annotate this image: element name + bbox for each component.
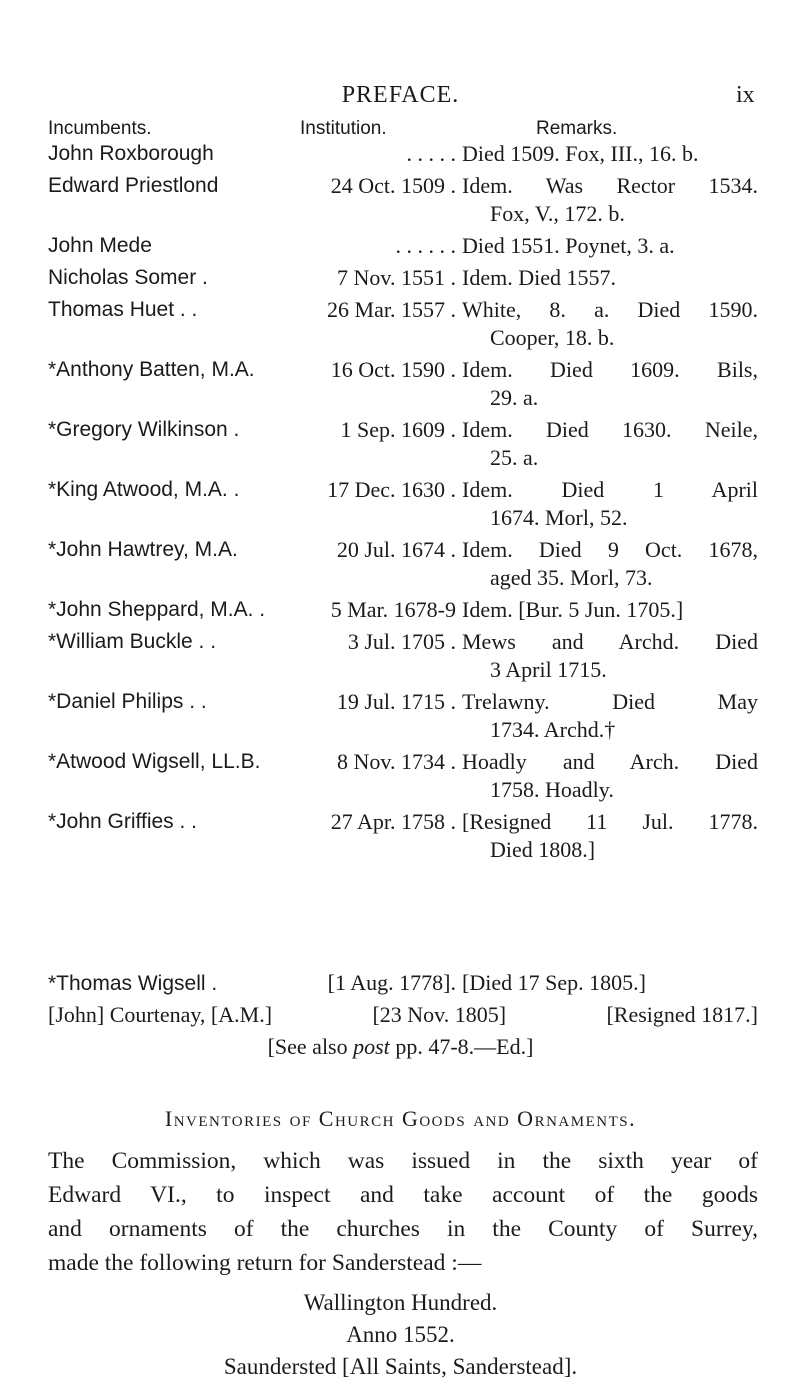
institution-date: . . . . . . <box>395 233 456 258</box>
remark-line: Idem. Died 9 Oct. 1678, <box>462 537 758 562</box>
remark-line: 1758. Hoadly. <box>490 777 614 802</box>
thomas-wigsell-institution: [1 Aug. 1778]. <box>327 970 456 995</box>
see-also-post: post <box>353 1034 390 1059</box>
incumbent-name: *William Buckle . . <box>48 630 217 653</box>
see-also-after: pp. 47-8.—Ed.] <box>389 1034 534 1059</box>
incumbents-table <box>0 140 801 868</box>
institution-date: 24 Oct. 1509 . <box>330 173 456 198</box>
remarks <box>462 596 758 624</box>
column-header-institution: Institution. <box>300 118 387 139</box>
institution-date: 7 Nov. 1551 . <box>337 265 456 290</box>
remarks <box>462 296 758 352</box>
table-row <box>0 172 801 232</box>
remark-line: Idem. Died 1557. <box>462 265 616 290</box>
remark-line: Died 1509. Fox, III., 16. b. <box>462 141 699 166</box>
remark-line: Hoadly and Arch. Died <box>462 749 758 774</box>
incumbent-name: *Daniel Philips . . <box>48 690 207 713</box>
remark-line: Idem. Died 1630. Neile, <box>462 417 758 442</box>
table-row <box>0 688 801 748</box>
incumbent-name: *John Hawtrey, M.A. <box>48 538 238 561</box>
remarks <box>462 628 758 684</box>
see-also-before: [See also <box>267 1034 354 1059</box>
commission-paragraph <box>48 1144 758 1280</box>
page-header <box>0 82 801 112</box>
remark-line: 29. a. <box>490 385 539 410</box>
remarks <box>462 140 758 168</box>
remark-line: Died 1551. Poynet, 3. a. <box>462 233 675 258</box>
incumbent-name: *Atwood Wigsell, LL.B. <box>48 750 261 773</box>
remark-line: 25. a. <box>490 445 539 470</box>
table-row <box>0 596 801 628</box>
table-row <box>0 808 801 868</box>
remark-line: 1734. Archd.† <box>490 717 616 742</box>
institution-date: 5 Mar. 1678-9 <box>330 597 456 622</box>
remark-line: Trelawny. Died May <box>462 689 758 714</box>
institution-date: 20 Jul. 1674 . <box>336 537 456 562</box>
table-row <box>0 748 801 808</box>
institution-date: 17 Dec. 1630 . <box>327 477 456 502</box>
remarks <box>462 356 758 412</box>
incumbent-name: Nicholas Somer . <box>48 266 208 289</box>
thomas-wigsell-remarks: [Died 17 Sep. 1805.] <box>462 970 646 995</box>
remarks <box>462 232 758 260</box>
column-header-incumbents: Incumbents. <box>48 118 152 139</box>
institution-date: 19 Jul. 1715 . <box>336 689 456 714</box>
remark-line: Idem. Died 1609. Bils, <box>462 357 758 382</box>
institution-date: 27 Apr. 1758 . <box>330 809 456 834</box>
remarks <box>462 416 758 472</box>
institution-date: 3 Jul. 1705 . <box>347 629 456 654</box>
incumbent-name: *Anthony Batten, M.A. <box>48 358 255 381</box>
remarks <box>462 476 758 532</box>
paragraph-line: made the following return for Sanderstead :— <box>48 1250 482 1276</box>
see-also-note <box>0 1034 801 1060</box>
running-title: PREFACE. <box>341 82 460 108</box>
remark-line: [Resigned 11 Jul. 1778. <box>462 809 758 834</box>
paragraph-line: Edward VI., to inspect and take account of the goods <box>48 1182 758 1208</box>
courtenay-institution: [23 Nov. 1805] <box>372 1002 507 1027</box>
incumbent-name: Thomas Huet . . <box>48 298 198 321</box>
paragraph-line: The Commission, which was issued in the sixth year of <box>48 1148 758 1174</box>
remark-line: 1674. Morl, 52. <box>490 505 628 530</box>
section-heading: Inventories of Church Goods and Ornaments. <box>164 1106 637 1131</box>
incumbent-name: *John Sheppard, M.A. . <box>48 598 266 621</box>
hundred-heading: Wallington Hundred. <box>303 1290 498 1315</box>
remark-line: Mews and Archd. Died <box>462 629 758 654</box>
table-row <box>0 140 801 172</box>
remark-line: Idem. Died 1 April <box>462 477 758 502</box>
table-row <box>0 232 801 264</box>
courtenay-remarks: [Resigned 1817.] <box>606 1002 758 1027</box>
remark-line: White, 8. a. Died 1590. <box>462 297 758 322</box>
remark-line: Fox, V., 172. b. <box>490 201 625 226</box>
incumbent-name: Edward Priestlond <box>48 174 219 197</box>
institution-date: 1 Sep. 1609 . <box>340 417 456 442</box>
incumbent-name: John Roxborough <box>48 142 214 165</box>
table-row <box>0 536 801 596</box>
table-row <box>0 264 801 296</box>
courtenay-name: [John] Courtenay, [A.M.] <box>48 1002 273 1027</box>
remarks <box>462 264 758 292</box>
institution-date: 26 Mar. 1557 . <box>327 297 456 322</box>
column-header-remarks: Remarks. <box>536 118 618 139</box>
incumbent-name: *John Griffies . . <box>48 810 198 833</box>
remarks <box>462 536 758 592</box>
anno-heading: Anno 1552. <box>346 1322 455 1347</box>
incumbent-name: John Mede <box>48 234 152 257</box>
incumbent-name: *Gregory Wilkinson . <box>48 418 240 441</box>
remark-line: Died 1808.] <box>490 837 596 862</box>
table-row <box>0 356 801 416</box>
institution-date: 8 Nov. 1734 . <box>337 749 456 774</box>
paragraph-line: and ornaments of the churches in the County of Surrey, <box>48 1216 758 1242</box>
remark-line: Cooper, 18. b. <box>490 325 615 350</box>
remarks <box>462 748 758 804</box>
remarks <box>462 688 758 744</box>
table-row <box>0 416 801 476</box>
parish-heading: Saundersted [All Saints, Sanderstead]. <box>223 1354 578 1379</box>
courtenay-row <box>48 1002 758 1028</box>
remark-line: Idem. [Bur. 5 Jun. 1705.] <box>462 597 684 622</box>
incumbent-name: *King Atwood, M.A. . <box>48 478 240 501</box>
table-row <box>0 628 801 688</box>
remark-line: Idem. Was Rector 1534. <box>462 173 758 198</box>
institution-date: . . . . . <box>406 141 456 166</box>
table-row <box>0 296 801 356</box>
institution-date: 16 Oct. 1590 . <box>330 357 456 382</box>
remarks <box>462 172 758 228</box>
thomas-wigsell-name: *Thomas Wigsell . <box>48 972 218 995</box>
remark-line: aged 35. Morl, 73. <box>490 565 653 590</box>
remark-line: 3 April 1715. <box>490 657 607 682</box>
remarks <box>462 808 758 864</box>
page-number: ix <box>736 82 755 108</box>
table-row <box>0 476 801 536</box>
